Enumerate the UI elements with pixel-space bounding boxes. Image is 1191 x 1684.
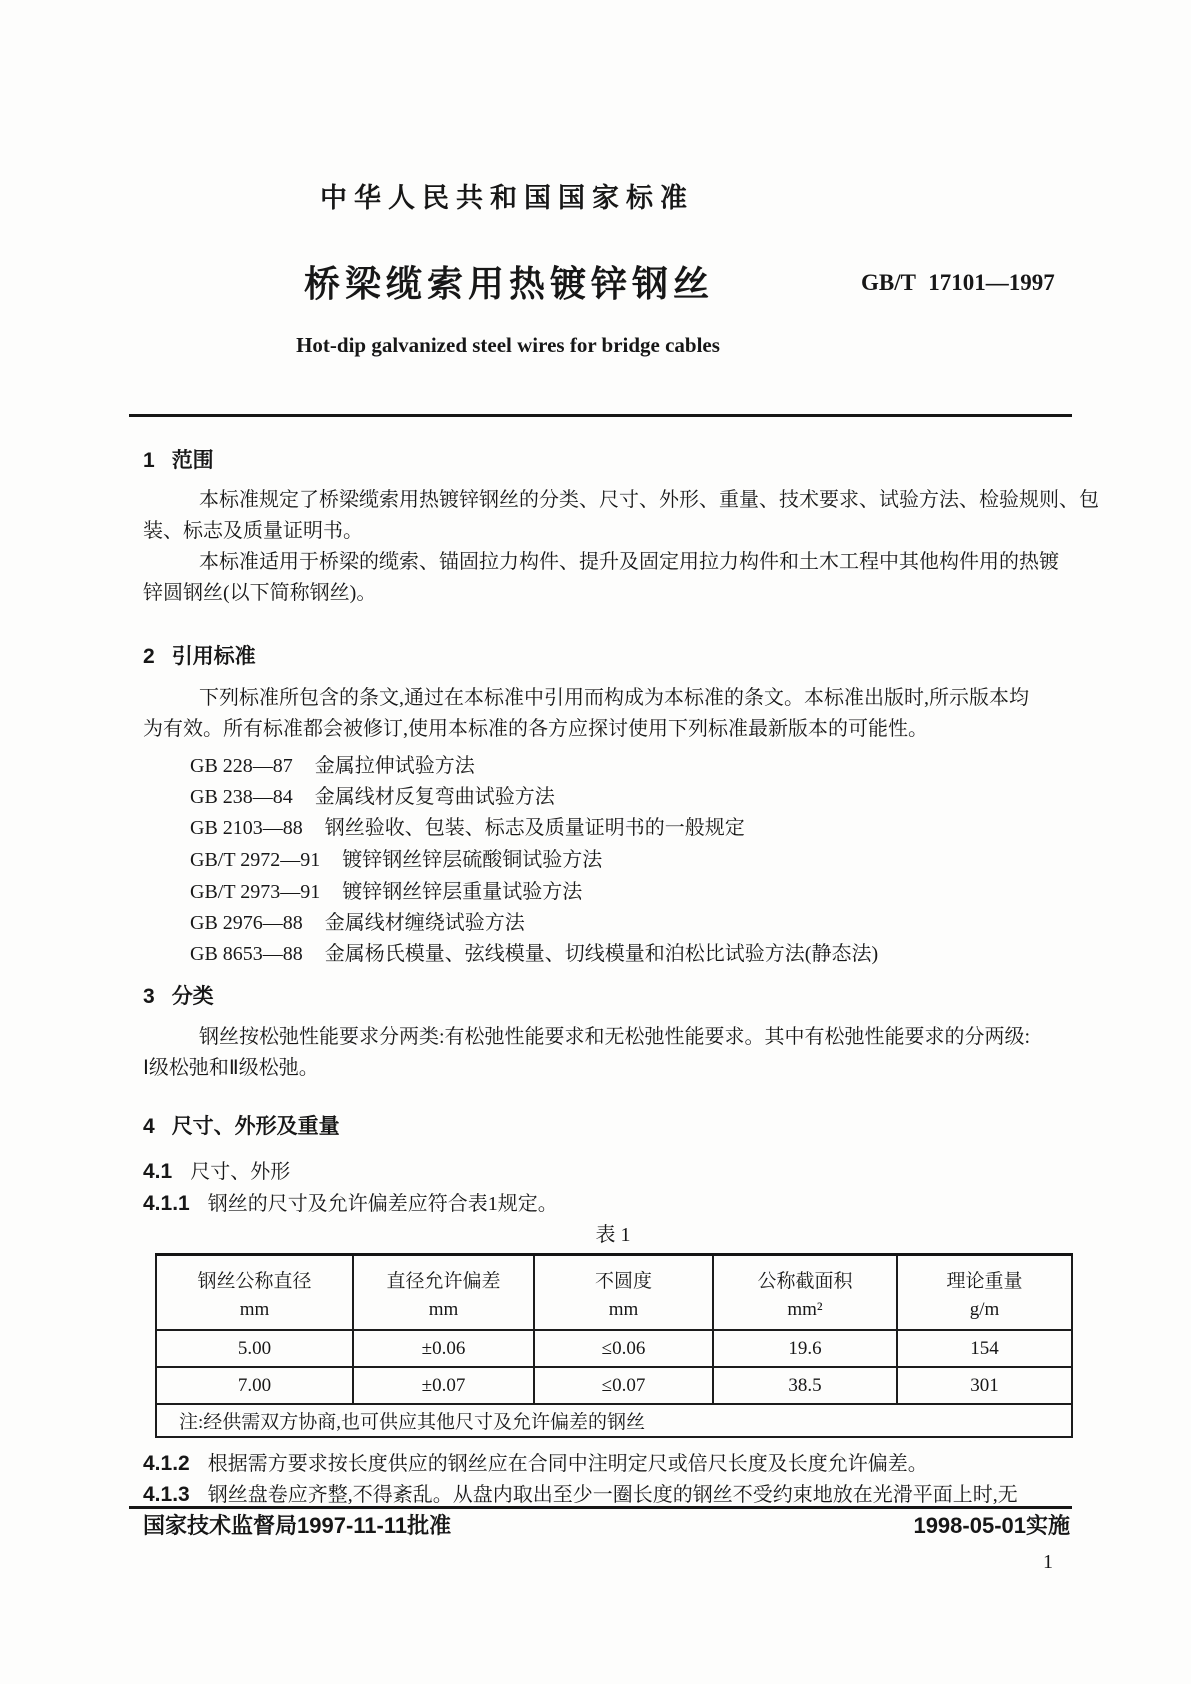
section-title: 范围 bbox=[171, 449, 214, 472]
implementation-statement: 1998-05-01实施 bbox=[913, 1513, 1070, 1538]
column-header-nominal-diameter bbox=[156, 1255, 353, 1331]
references-paragraph-line: 下列标准所包含的条文,通过在本标准中引用而构成为本标准的条文。本标准出版时,所示版本均 bbox=[199, 687, 1029, 709]
column-name: 不圆度 bbox=[594, 1271, 652, 1292]
footer-rule bbox=[129, 1506, 1072, 1509]
referenced-standard-item bbox=[190, 881, 582, 904]
subsection-text: 钢丝的尺寸及允许偏差应符合表1规定。 bbox=[207, 1193, 558, 1215]
column-header-out-of-roundness bbox=[534, 1255, 713, 1331]
standard-item-code: GB 2976—88 bbox=[190, 912, 303, 934]
column-unit: g/m bbox=[969, 1299, 1000, 1320]
referenced-standard-item bbox=[190, 786, 555, 809]
column-name: 直径允许偏差 bbox=[386, 1271, 501, 1292]
standard-item-code: GB 8653—88 bbox=[190, 943, 303, 965]
subsection-4-1 bbox=[143, 1160, 290, 1184]
standard-item-code: GB/T 2973—91 bbox=[190, 881, 321, 903]
cell-roundness: ≤0.07 bbox=[534, 1367, 713, 1404]
cell-tolerance: ±0.07 bbox=[353, 1367, 534, 1404]
standard-item-code: GB 228—87 bbox=[190, 755, 293, 777]
section-number: 3 bbox=[143, 985, 155, 1008]
page-number: 1 bbox=[1043, 1551, 1053, 1573]
scope-paragraph-line: 锌圆钢丝(以下简称钢丝)。 bbox=[143, 582, 377, 604]
subsection-4-1-2 bbox=[143, 1452, 928, 1476]
table1-wire-dimensions bbox=[155, 1253, 1073, 1438]
subsection-4-1-1 bbox=[143, 1192, 558, 1216]
subsection-number: 4.1.2 bbox=[143, 1452, 190, 1475]
standard-item-code: GB/T 2972—91 bbox=[190, 849, 321, 871]
national-standard-label: 中华人民共和国国家标准 bbox=[320, 183, 694, 213]
column-header-theoretical-weight bbox=[897, 1255, 1072, 1331]
standard-item-name: 钢丝验收、包装、标志及质量证明书的一般规定 bbox=[324, 817, 745, 839]
table-note: 注:经供需双方协商,也可供应其他尺寸及允许偏差的钢丝 bbox=[156, 1404, 1072, 1437]
column-unit: mm bbox=[608, 1299, 639, 1320]
section-number: 4 bbox=[143, 1115, 155, 1138]
section-heading-classification bbox=[143, 985, 214, 1009]
column-unit: mm bbox=[428, 1299, 459, 1320]
classification-paragraph-line: Ⅰ级松弛和Ⅱ级松弛。 bbox=[143, 1057, 319, 1079]
subsection-4-1-3 bbox=[143, 1483, 1018, 1507]
column-name: 理论重量 bbox=[946, 1271, 1023, 1292]
section-number: 1 bbox=[143, 449, 155, 472]
standard-item-name: 金属线材缠绕试验方法 bbox=[324, 912, 525, 934]
document-title-cn: 桥梁缆索用热镀锌钢丝 bbox=[304, 263, 715, 304]
table-note-row bbox=[156, 1404, 1072, 1437]
section-heading-scope bbox=[143, 449, 214, 473]
references-paragraph-line: 为有效。所有标准都会被修订,使用本标准的各方应探讨使用下列标准最新版本的可能性。 bbox=[143, 718, 928, 740]
subsection-number: 4.1.3 bbox=[143, 1483, 190, 1506]
standard-item-code: GB 238—84 bbox=[190, 786, 293, 808]
cell-diameter: 7.00 bbox=[156, 1367, 353, 1404]
document-title-en: Hot-dip galvanized steel wires for bridge cables bbox=[296, 333, 720, 357]
scope-paragraph-line: 装、标志及质量证明书。 bbox=[143, 520, 363, 542]
approval-statement: 国家技术监督局1997-11-11批准 bbox=[143, 1513, 452, 1538]
referenced-standard-item bbox=[190, 755, 475, 778]
subsection-text: 根据需方要求按长度供应的钢丝应在合同中注明定尺或倍尺长度及长度允许偏差。 bbox=[207, 1453, 928, 1475]
subsection-number: 4.1 bbox=[143, 1160, 173, 1183]
standard-item-name: 镀锌钢丝锌层重量试验方法 bbox=[342, 881, 583, 903]
column-unit: mm bbox=[239, 1299, 270, 1320]
column-header-nominal-section-area bbox=[713, 1255, 897, 1331]
column-name: 公称截面积 bbox=[757, 1271, 853, 1292]
subsection-text: 钢丝盘卷应齐整,不得紊乱。从盘内取出至少一圈长度的钢丝不受约束地放在光滑平面上时,无 bbox=[207, 1484, 1018, 1506]
classification-paragraph-line: 钢丝按松弛性能要求分两类:有松弛性能要求和无松弛性能要求。其中有松弛性能要求的分两级: bbox=[199, 1026, 1031, 1048]
table1-caption: 表 1 bbox=[595, 1224, 631, 1246]
referenced-standard-item bbox=[190, 849, 602, 872]
standard-item-code: GB 2103—88 bbox=[190, 817, 303, 839]
standard-item-name: 金属拉伸试验方法 bbox=[314, 755, 475, 777]
section-title: 尺寸、外形及重量 bbox=[171, 1115, 340, 1138]
scope-paragraph-line: 本标准适用于桥梁的缆索、锚固拉力构件、提升及固定用拉力构件和土木工程中其他构件用的热镀 bbox=[199, 551, 1059, 573]
section-title: 分类 bbox=[171, 985, 214, 1008]
referenced-standard-item bbox=[190, 817, 745, 840]
scope-paragraph-line: 本标准规定了桥梁缆索用热镀锌钢丝的分类、尺寸、外形、重量、技术要求、试验方法、检验规则、包 bbox=[199, 489, 1099, 511]
table-header-row bbox=[156, 1255, 1072, 1331]
column-header-diameter-tolerance bbox=[353, 1255, 534, 1331]
section-number: 2 bbox=[143, 645, 155, 668]
table-row bbox=[156, 1330, 1072, 1367]
standard-item-name: 金属线材反复弯曲试验方法 bbox=[314, 786, 555, 808]
referenced-standard-item bbox=[190, 943, 878, 966]
header-rule bbox=[129, 414, 1072, 417]
column-unit: mm² bbox=[787, 1299, 823, 1320]
standard-code: GB/T 17101—1997 bbox=[861, 270, 1055, 295]
section-heading-references bbox=[143, 645, 256, 669]
cell-weight: 154 bbox=[897, 1330, 1072, 1367]
cell-area: 38.5 bbox=[713, 1367, 897, 1404]
cell-area: 19.6 bbox=[713, 1330, 897, 1367]
section-title: 引用标准 bbox=[171, 645, 256, 668]
subsection-title: 尺寸、外形 bbox=[190, 1161, 291, 1183]
cell-diameter: 5.00 bbox=[156, 1330, 353, 1367]
subsection-number: 4.1.1 bbox=[143, 1192, 190, 1215]
referenced-standard-item bbox=[190, 912, 525, 935]
cell-tolerance: ±0.06 bbox=[353, 1330, 534, 1367]
standard-item-name: 金属杨氏模量、弦线模量、切线模量和泊松比试验方法(静态法) bbox=[324, 943, 879, 965]
section-heading-dimensions bbox=[143, 1115, 340, 1139]
cell-roundness: ≤0.06 bbox=[534, 1330, 713, 1367]
standard-item-name: 镀锌钢丝锌层硫酸铜试验方法 bbox=[342, 849, 603, 871]
column-name: 钢丝公称直径 bbox=[197, 1271, 312, 1292]
table-row bbox=[156, 1367, 1072, 1404]
cell-weight: 301 bbox=[897, 1367, 1072, 1404]
